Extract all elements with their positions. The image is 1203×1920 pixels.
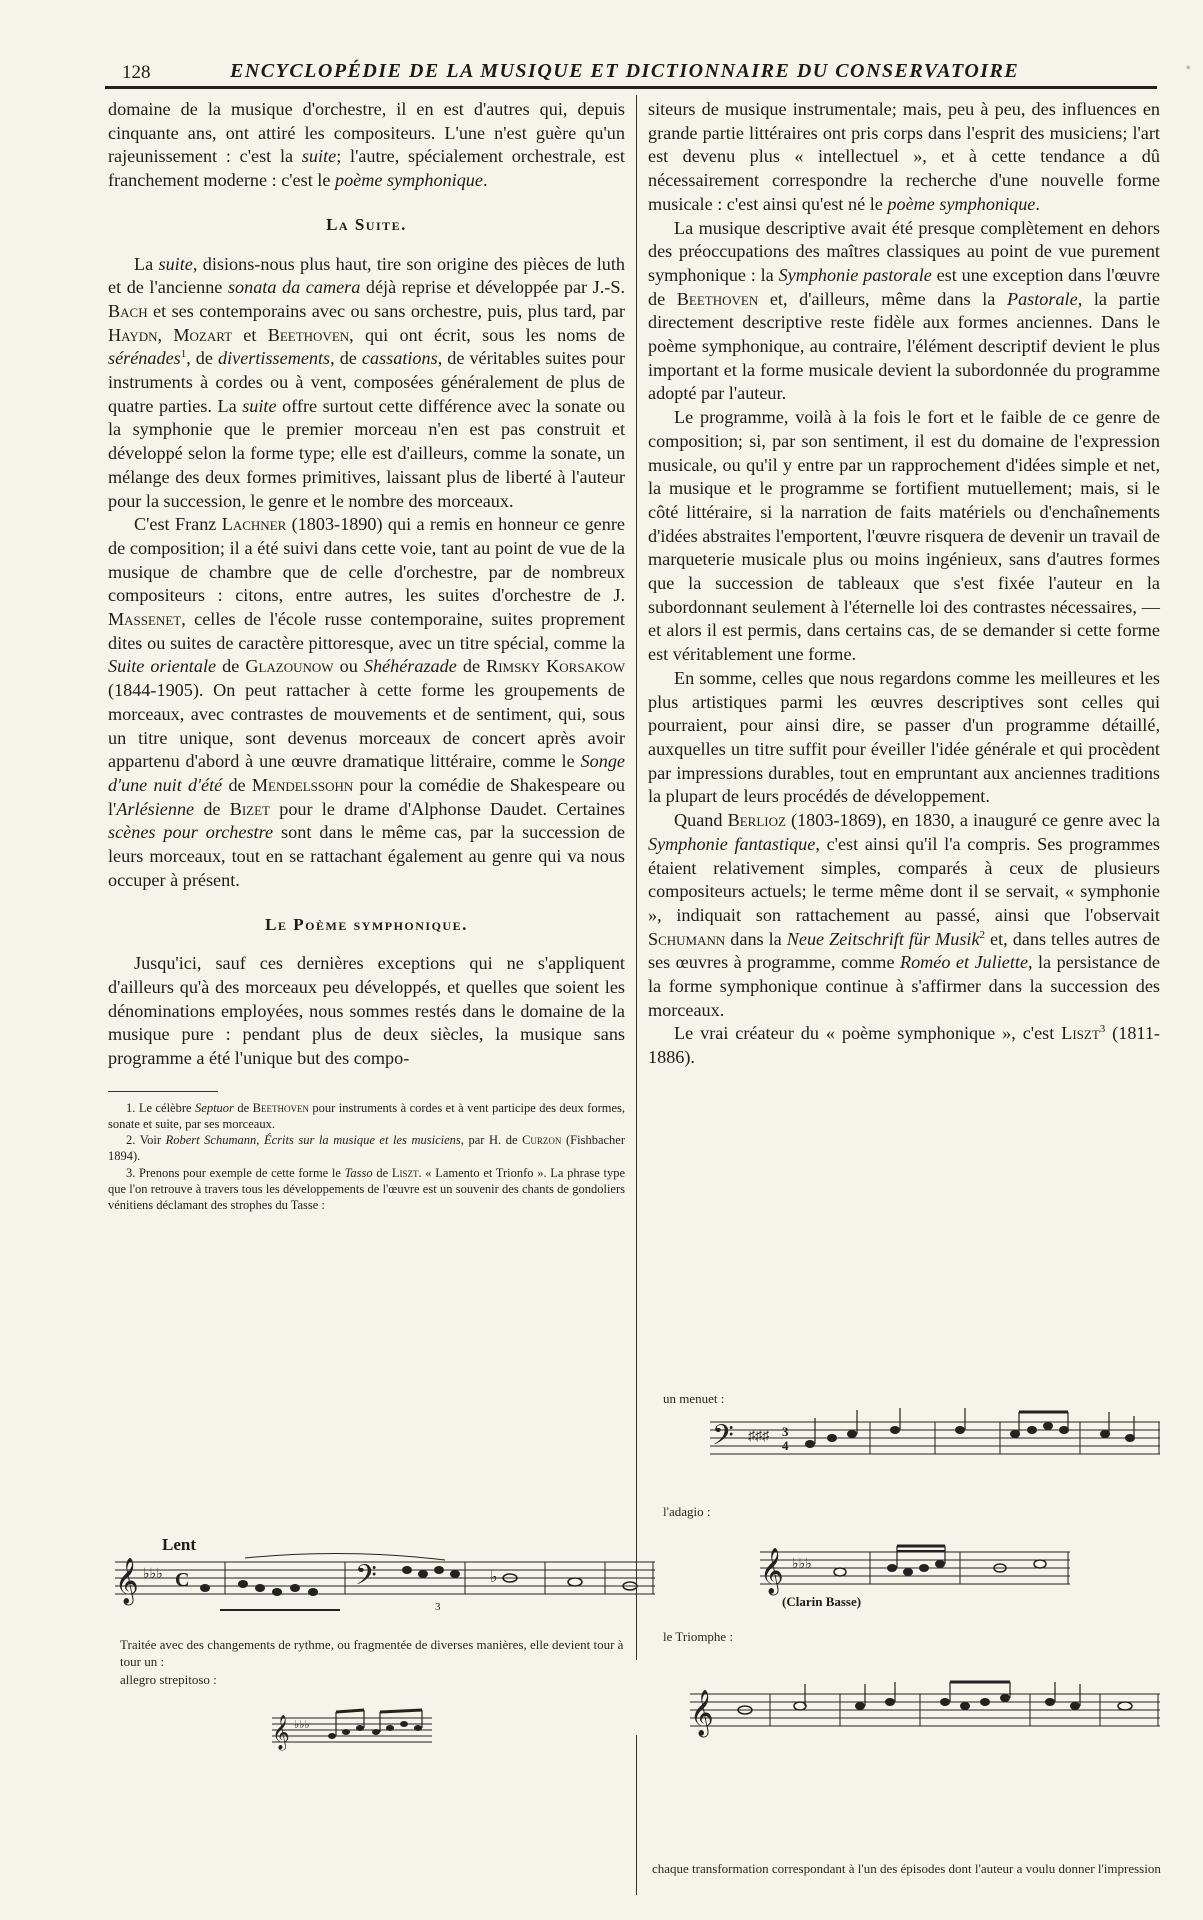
paragraph: Quand Berlioz (1803-1869), en 1830, a inauguré ce genre avec la Symphonie fantastique, c'est ainsi qu'il l'a compris. Ses programmes étaient relativement simples, comparés à ceux de plusieurs compositeurs actuels; le terme même dont il se servait, « symphonie », indiquait son rattachement au passé, ainsi que l'observait Schumann dans la Neue Zeitschrift für Musik$^2$ et, dans telles autres de ses œuvres à programme, comme Roméo et Juliette, la persistance de la forme symphonique continue à s'affirmer dans la succession des morceaux. (648, 810, 1160, 1020)
bass-clef-icon: 𝄢 (355, 1561, 377, 1598)
page-number: 128 (122, 62, 151, 83)
section-title-poeme: Le Poème symphonique. (265, 914, 468, 934)
music-example-lent (115, 1548, 655, 1614)
svg-text:♯♯♯: ♯♯♯ (748, 1429, 769, 1444)
paragraph: Jusqu'ici, sauf ces dernières exceptions qui ne s'appliquent d'ailleurs qu'à des morceaux peu développés, et quelles que soient les dénominations employées, nous sommes restés dans le domaine de la musique pure : pendant plus de deux siècles, la musique sans programme a été l'unique but des compo- (108, 953, 625, 1069)
treble-clef-icon: 𝄞 (760, 1548, 784, 1593)
svg-text:3: 3 (435, 1601, 441, 1613)
treble-clef-icon: 𝄞 (272, 1716, 290, 1749)
svg-text:♭♭♭: ♭♭♭ (143, 1567, 163, 1582)
label-clarin-basse: (Clarin Basse) (782, 1594, 862, 1609)
paragraph: siteurs de musique instrumentale; mais, peu à peu, des influences en grande partie littéraires ont pris corps dans l'esprit des musiciens; l'art est devenu plus « intellectuel », et à cette tendance a dû nécessairement correspondre la recherche d'une nouvelle forme musicale : c'est ainsi qu'est né le poème symphonique. (648, 99, 1160, 214)
caption-transformation: chaque transformation correspondant à l'un des épisodes dont l'auteur a voulu donner l'impression (652, 1861, 1161, 1876)
tempo-lent: Lent (162, 1535, 196, 1554)
paragraph: domaine de la musique d'orchestre, il en est d'autres qui, depuis cinquante ans, ont attiré les compositeurs. L'une n'est guère qu'un rajeunissement : c'est la suite; l'autre, spécialement orchestrale, est franchement moderne : c'est le poème symphonique. (108, 99, 625, 191)
caption-traitee: Traitée avec des changements de rythme, ou fragmentée de diverses manières, elle devient tour à tour un : (120, 1637, 624, 1669)
svg-text:♭♭♭: ♭♭♭ (294, 1719, 310, 1731)
bass-clef-icon: 𝄢 (712, 1421, 734, 1458)
header-rule (105, 86, 1157, 89)
svg-text:C: C (175, 1569, 190, 1591)
footnotes (108, 1100, 625, 1213)
paragraph: La suite, disions-nous plus haut, tire son origine des pièces de luth et de l'ancienne sonata da camera déjà reprise et développée par J.-S. Bach et ses contemporains avec ou sans orchestre, puis, plus tard, par Haydn, Mozart et Beethoven, qui ont écrit, sous les noms de sérénades$^1$, de divertissements, de cassations, de véritables suites pour instruments à cordes ou à vent, composées généralement de plus de quatre parties. La suite offre surtout cette différence avec la sonate ou la symphonie que le premier morceau n'en est pas construit et développé selon la forme type; elle est d'ailleurs, comme la sonate, un mélange des deux formes primitives, laissant plus de liberté à l'auteur pour la succession, le genre et le nombre des morceaux. (108, 253, 625, 511)
music-example-adagio (760, 1540, 1070, 1598)
svg-text:♭: ♭ (490, 1569, 498, 1586)
running-title: ENCYCLOPÉDIE DE LA MUSIQUE ET DICTIONNAIRE DU CONSERVATOIRE (230, 60, 1020, 82)
column-divider (636, 95, 637, 1660)
caption-menuet: un menuet : (663, 1391, 725, 1406)
paragraph: Le programme, voilà à la fois le fort et le faible de ce genre de composition; si, par son sentiment, il est du domaine de l'expression musicale, ou qu'il y entre par un rapprochement d'idées simple et net, la musique et le programme se fortifient mutuellement; mais, si le côté littéraire, si la narration de faits matériels ou d'enchaînements d'idées abstraites l'emportent, l'œuvre risquera de devenir un travail de marqueterie musicale plus ou moins ingénieux, sans d'autres formes que la succession de tableaux que s'est fixée l'auteur en la subordonnant seulement à l'éternelle loi des contrastes nécessaires, — et alors il est permis, dans certains cas, de se demander si cette forme est véritablement une forme. (648, 407, 1160, 665)
paragraph: La musique descriptive avait été presque complètement en dehors des préoccupations des maîtres classiques au point de vue purement symphonique : la Symphonie pastorale est une exception dans l'œuvre de Beethoven et, d'ailleurs, même dans la Pastorale, la partie directement descriptive reste fidèle aux formes anciennes. Dans le poème symphonique, au contraire, l'élément descriptif devient le plus important et la forme musicale devient la subordonnée du programme adopté par l'auteur. (648, 217, 1161, 404)
paragraph: Le vrai créateur du « poème symphonique », c'est Liszt$^3$ (1811-1886). (648, 1023, 1160, 1068)
caption-allegro: allegro strepitoso : (120, 1672, 217, 1687)
section-title-suite: La Suite. (326, 214, 407, 234)
column-divider-lower (636, 1735, 637, 1895)
paragraph: En somme, celles que nous regardons comme les meilleures et les plus artistiques parmi les œuvres descriptives sont celles qui pourraient, pour ainsi dire, se passer d'un programme détaillé, auxquelles un titre suffit pour éveiller l'idée générale et qui procèdent par impressions durables, tout en empruntant aux anciennes traditions la plupart de leurs procédés de développement. (648, 667, 1160, 807)
svg-text:♭♭♭: ♭♭♭ (792, 1557, 812, 1572)
paragraph: C'est Franz Lachner (1803-1890) qui a remis en honneur ce genre de composition; il a été suivi dans cette voie, tant au point de vue de la musique de chambre que de celle d'orchestre, par de nombreux compositeurs : citons, entre autres, les suites d'orchestre de J. Massenet, celles de l'école russe contemporaine, suites proprement dites ou suites de caractère pittoresque, avec un titre spécial, comme la Suite orientale de Glazounow ou Shéhérazade de Rimsky Korsakow (1844-1905). On peut rattacher à cette forme les groupements de morceaux, avec contrastes de mouvements et de sentiment, qui, sous un titre unique, sont devenus morceaux de concert après avoir appartenu d'abord à une œuvre dramatique littéraire, comme le Songe d'une nuit d'été de Mendelssohn pour la comédie de Shakespeare ou l'Arlésienne de Bizet pour le drame d'Alphonse Daudet. Certaines scènes pour orchestre sont dans le même cas, par la succession de leurs morceaux, tout en se rattachant également au genre qui va nous occuper à présent. (108, 514, 626, 890)
footnote: 2. Voir Robert Schumann, Écrits sur la musique et les musiciens, par H. de Curzon (Fishbacher 1894). (108, 1133, 626, 1164)
running-header (110, 52, 1070, 86)
treble-clef-icon: 𝄞 (690, 1690, 714, 1735)
caption-adagio: l'adagio : (663, 1504, 711, 1519)
music-example-allegro (272, 1706, 432, 1756)
svg-text:4: 4 (782, 1438, 789, 1453)
caption-triomphe: le Triomphe : (663, 1629, 734, 1644)
dot-icon: • (1185, 60, 1191, 77)
right-column (648, 98, 1160, 1070)
left-column (108, 98, 625, 1213)
footnote: 1. Le célèbre Septuor de Beethoven pour instruments à cordes et à vent participe des deux formes, sonate et suite, par ses morceaux. (108, 1100, 625, 1131)
music-example-menuet (710, 1408, 1160, 1468)
music-example-triomphe (690, 1680, 1160, 1740)
treble-clef-icon: 𝄞 (115, 1558, 139, 1603)
footnote: 3. Prenons pour exemple de cette forme le Tasso de Liszt. « Lamento et Trionfo ». La phrase type que l'on retrouve à travers tous les développements de l'œuvre est un souvenir des chants de gondoliers vénitiens déclamant des strophes du Tasse : (108, 1165, 625, 1212)
footnote-rule (108, 1091, 218, 1092)
svg-text:3: 3 (782, 1424, 789, 1439)
